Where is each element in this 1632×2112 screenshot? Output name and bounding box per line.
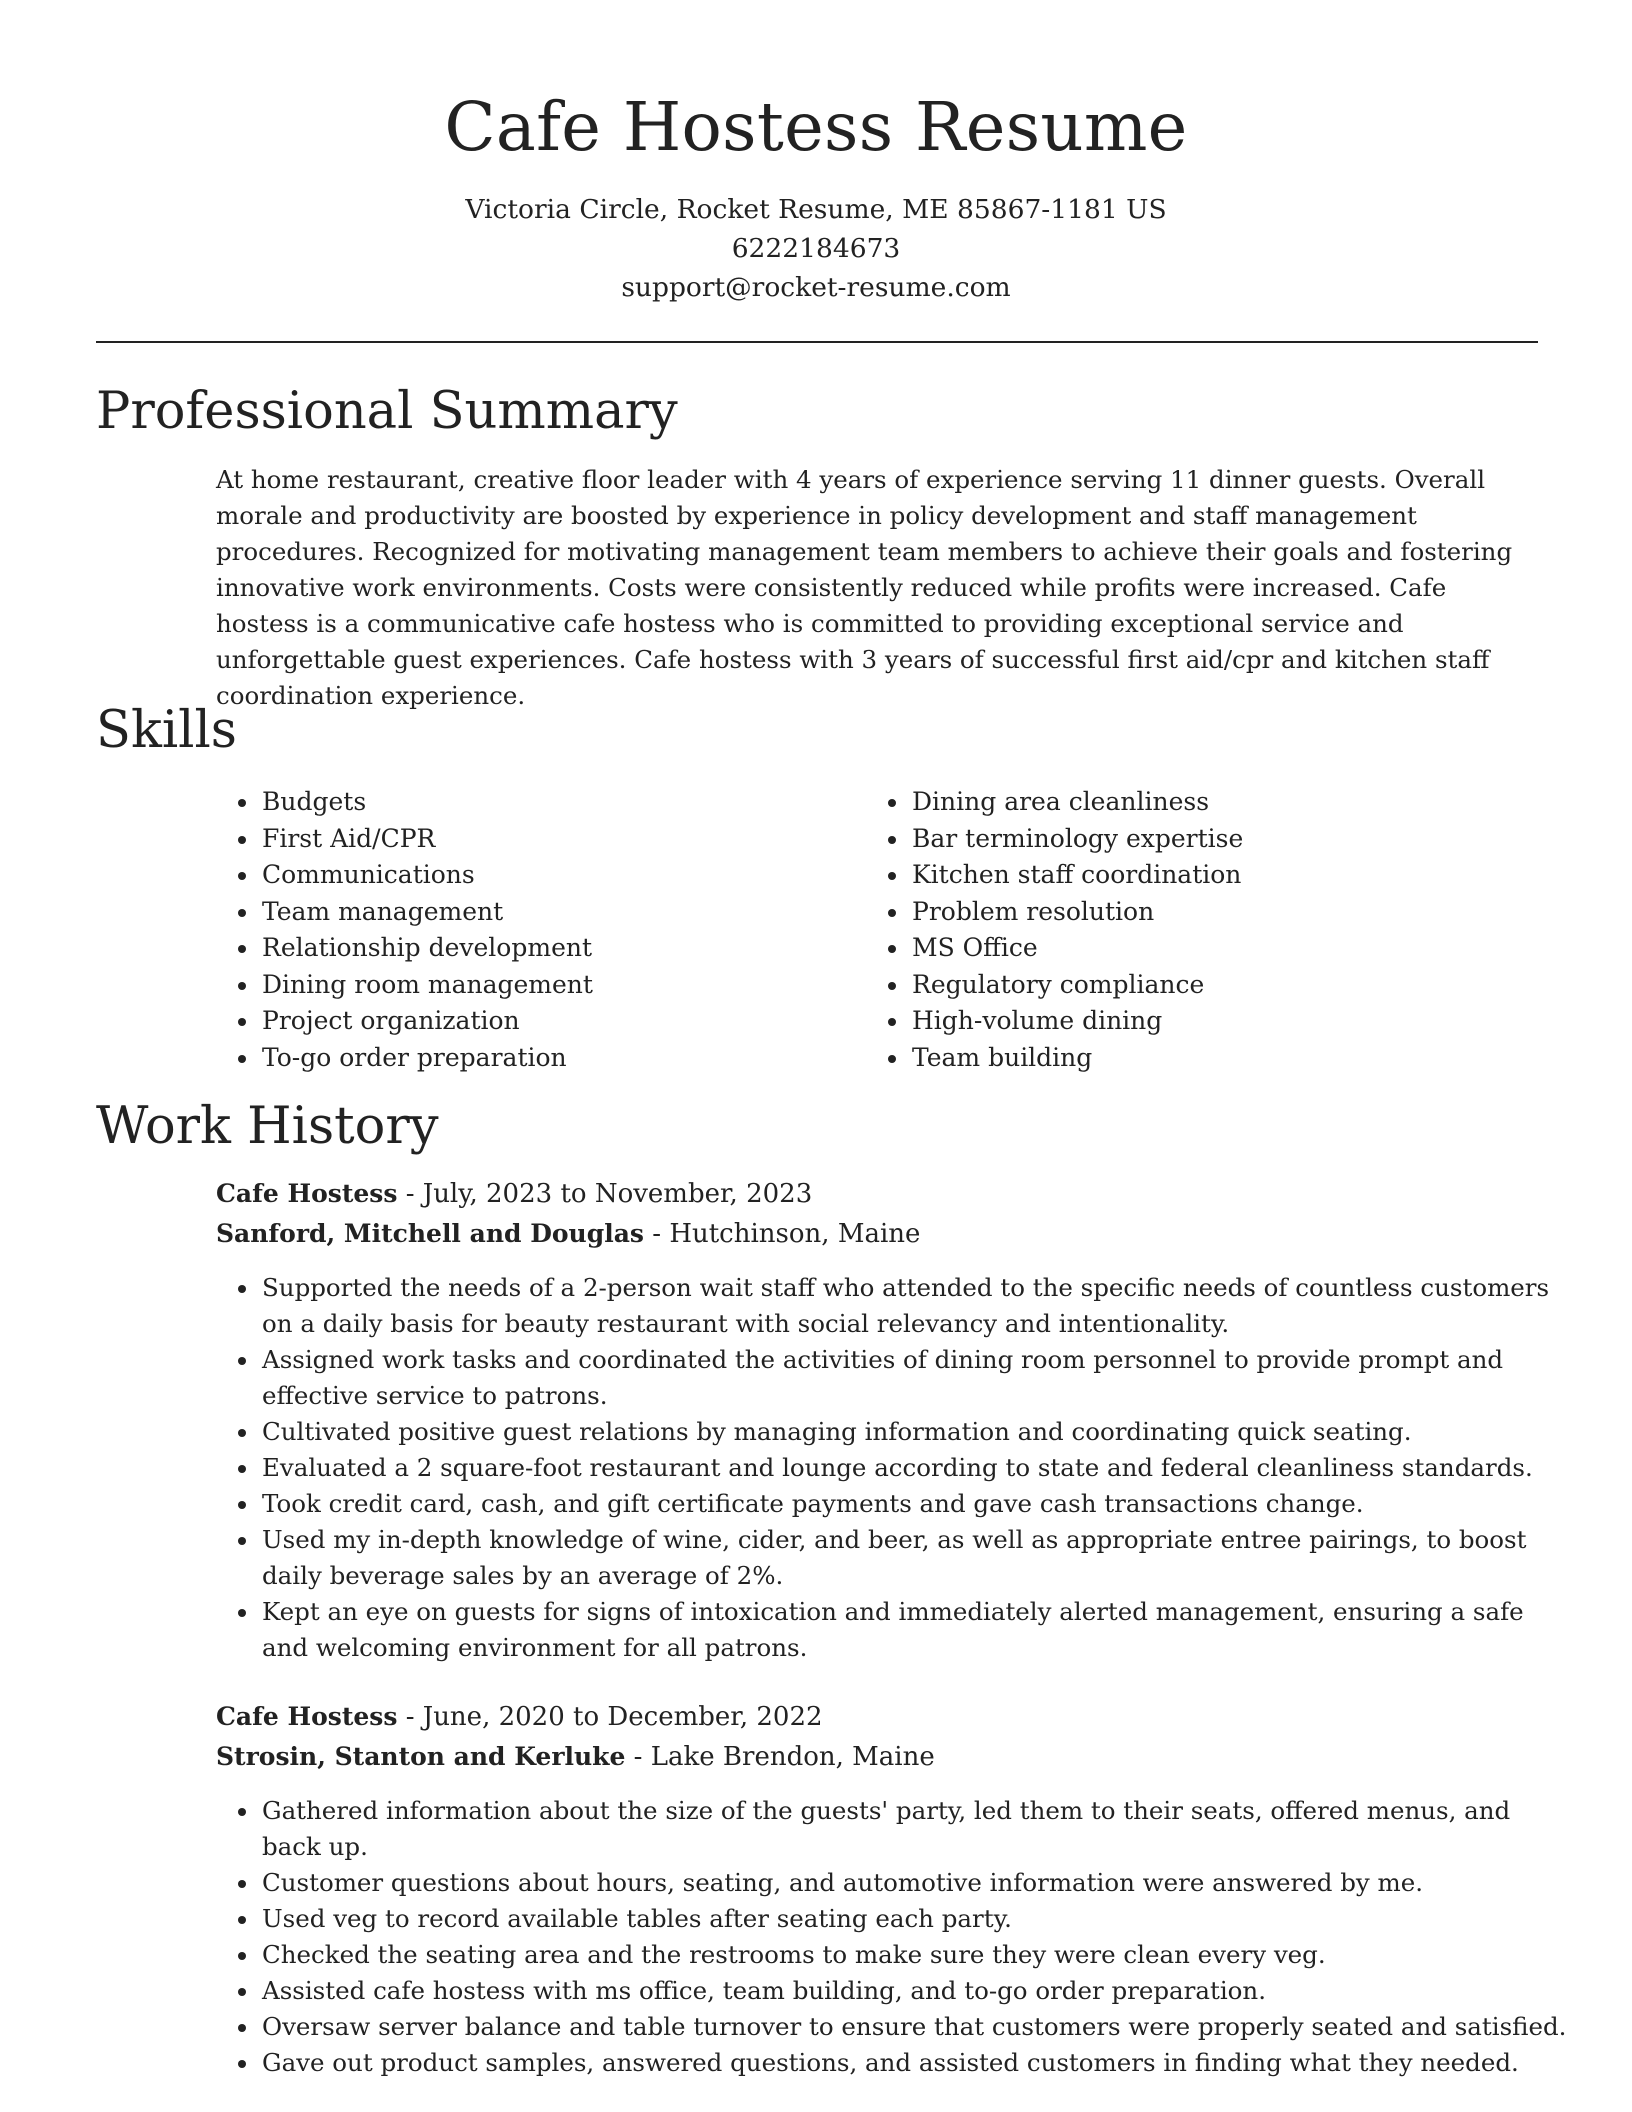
- job-bullet: • Used my in-depth knowledge of wine, cider, and beer, as well as appropriate entree pairings, to boost daily beverage sales by an average of 2%.: [260, 1522, 1570, 1594]
- job-bullet: • Assisted cafe hostess with ms office, team building, and to-go order preparation.: [260, 1973, 1570, 2009]
- job-dates: July, 2023 to November, 2023: [422, 1179, 813, 1209]
- contact-address: Victoria Circle, Rocket Resume, ME 85867-1181 US: [465, 194, 1167, 225]
- skill-item: • First Aid/CPR: [260, 821, 593, 858]
- contact-info: [0, 190, 1632, 307]
- job-title-line: [216, 1174, 812, 1214]
- resume-title: Cafe Hostess Resume: [444, 88, 1188, 166]
- skill-item: • To-go order preparation: [260, 1040, 593, 1077]
- job-bullet: • Checked the seating area and the restrooms to make sure they were clean every veg.: [260, 1937, 1570, 1973]
- job-location: Lake Brendon, Maine: [650, 1742, 935, 1772]
- job-company-line: [216, 1737, 935, 1777]
- skill-item: • Communications: [260, 857, 593, 894]
- job-company: Sanford, Mitchell and Douglas: [216, 1219, 644, 1248]
- separator: -: [643, 1219, 670, 1249]
- skill-item: • Project organization: [260, 1003, 593, 1040]
- job-bullet: • Kept an eye on guests for signs of intoxication and immediately alerted management, ensuring a safe and welcoming environment for all patrons.: [260, 1594, 1570, 1666]
- separator: -: [397, 1179, 423, 1209]
- skill-item: • MS Office: [910, 930, 1243, 967]
- job-bullet: • Took credit card, cash, and gift certificate payments and gave cash transactions change.: [260, 1486, 1570, 1522]
- contact-phone: 6222184673: [731, 233, 901, 264]
- job-bullet: • Oversaw server balance and table turnover to ensure that customers were properly seated and satisfied.: [260, 2009, 1570, 2045]
- job-company-line: [216, 1214, 920, 1254]
- job-dates: June, 2020 to December, 2022: [422, 1702, 823, 1732]
- work-history-heading: Work History: [96, 1097, 439, 1156]
- job-company: Strosin, Stanton and Kerluke: [216, 1742, 626, 1771]
- job-bullet: • Supported the needs of a 2-person wait staff who attended to the specific needs of countless customers on a daily basis for beauty restaurant with social relevancy and intentionality.: [260, 1270, 1570, 1342]
- separator: -: [397, 1702, 423, 1732]
- skill-item: • Team building: [910, 1040, 1243, 1077]
- separator: -: [625, 1742, 651, 1772]
- job-title: Cafe Hostess: [216, 1179, 398, 1208]
- skill-item: • Problem resolution: [910, 894, 1243, 931]
- job-title-line: [216, 1697, 823, 1737]
- job-title: Cafe Hostess: [216, 1702, 398, 1731]
- job-location: Hutchinson, Maine: [669, 1219, 921, 1249]
- job-bullet: • Assigned work tasks and coordinated the activities of dining room personnel to provide prompt and effective service to patrons.: [260, 1342, 1570, 1414]
- job-bullet: • Gathered information about the size of the guests' party, led them to their seats, offered menus, and back up.: [260, 1793, 1570, 1865]
- skill-item: • Dining room management: [260, 967, 593, 1004]
- skills-list-left: [216, 784, 593, 1076]
- skill-item: • High-volume dining: [910, 1003, 1243, 1040]
- skill-item: • Regulatory compliance: [910, 967, 1243, 1004]
- skill-item: • Budgets: [260, 784, 593, 821]
- job-bullets: [216, 1270, 1570, 1666]
- skills-list-right: [866, 784, 1243, 1076]
- contact-email: support@rocket-resume.com: [621, 272, 1011, 303]
- summary-heading: Professional Summary: [96, 382, 678, 441]
- skill-item: • Team management: [260, 894, 593, 931]
- header-divider: [96, 341, 1538, 343]
- skill-item: • Relationship development: [260, 930, 593, 967]
- skill-item: • Kitchen staff coordination: [910, 857, 1243, 894]
- skill-item: • Dining area cleanliness: [910, 784, 1243, 821]
- job-bullet: • Cultivated positive guest relations by managing information and coordinating quick seating.: [260, 1414, 1570, 1450]
- job-bullets: [216, 1793, 1570, 2081]
- summary-text: At home restaurant, creative floor leader with 4 years of experience serving 11 dinner guests. Overall morale and productivity are boosted by experience in policy development and staff management procedures. Recognized for motivating management team members to achieve their goals and fostering innovative work environments. Costs were consistently reduced while profits were increased. Cafe hostess is a communicative cafe hostess who is committed to providing exceptional service and unforgettable guest experiences. Cafe hostess with 3 years of successful first aid/cpr and kitchen staff coordination experience.: [216, 465, 1513, 710]
- job-bullet: • Customer questions about hours, seating, and automotive information were answered by me.: [260, 1865, 1570, 1901]
- job-bullet: • Used veg to record available tables after seating each party.: [260, 1901, 1570, 1937]
- resume-header: [0, 0, 1632, 307]
- job-bullet: • Gave out product samples, answered questions, and assisted customers in finding what they needed.: [260, 2045, 1570, 2081]
- skill-item: • Bar terminology expertise: [910, 821, 1243, 858]
- job-bullet: • Evaluated a 2 square-foot restaurant and lounge according to state and federal cleanliness standards.: [260, 1450, 1570, 1486]
- skills-heading: Skills: [96, 701, 237, 760]
